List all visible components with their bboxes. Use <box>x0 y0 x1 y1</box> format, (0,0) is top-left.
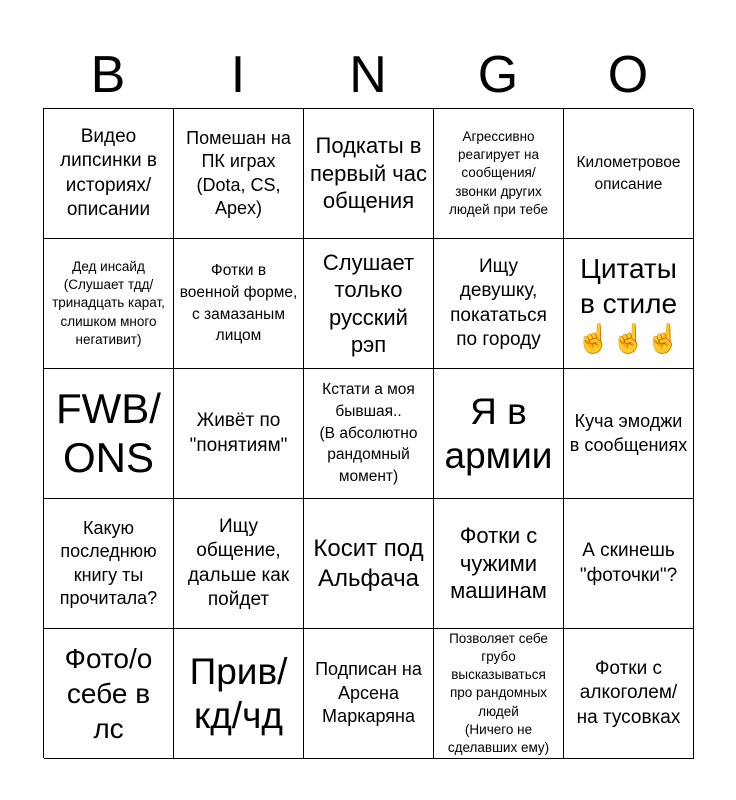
bingo-cell[interactable]: Прив/ кд/чд <box>174 629 304 759</box>
bingo-cell[interactable]: Ищу девушку, покататься по городу <box>434 239 564 369</box>
bingo-cell[interactable]: Живёт по "понятиям" <box>174 369 304 499</box>
header-letter-b: B <box>90 46 126 104</box>
bingo-cell[interactable]: Фотки в военной форме, с замазаным лицом <box>174 239 304 369</box>
bingo-cell[interactable]: Видео липсинки в историях/ описании <box>44 109 174 239</box>
bingo-cell[interactable]: Километровое описание <box>564 109 694 239</box>
bingo-cell[interactable]: Подписан на Арсена Маркаряна <box>304 629 434 759</box>
bingo-cell[interactable]: Подкаты в первый час общения <box>304 109 434 239</box>
bingo-cell[interactable]: Цитаты в стиле ☝️☝️☝️ <box>564 239 694 369</box>
bingo-cell[interactable]: Позволяет себе грубо высказываться про рандомных людей (Ничего не сделавших ему) <box>434 629 564 759</box>
bingo-cell[interactable]: Ищу общение, дальше как пойдет <box>174 499 304 629</box>
bingo-cell[interactable]: А скинешь "фоточки"? <box>564 499 694 629</box>
header-letter-g: G <box>477 46 519 104</box>
bingo-cell[interactable]: Фото/о себе в лс <box>44 629 174 759</box>
bingo-cell[interactable]: Фотки с алкоголем/ на тусовках <box>564 629 694 759</box>
bingo-cell[interactable]: Помешан на ПК играх (Dota, CS, Apex) <box>174 109 304 239</box>
bingo-cell[interactable]: Косит под Альфача <box>304 499 434 629</box>
bingo-board <box>43 108 693 758</box>
bingo-cell[interactable]: Дед инсайд (Слушает тдд/ тринадцать карат, слишком много негативит) <box>44 239 174 369</box>
bingo-cell[interactable]: Слушает только русский рэп <box>304 239 434 369</box>
bingo-cell[interactable]: Агрессивно реагирует на сообщения/ звонки других людей при тебе <box>434 109 564 239</box>
header-letter-o: O <box>607 46 649 104</box>
header-letter-i: I <box>230 46 246 104</box>
bingo-cell[interactable]: Куча эмоджи в сообщениях <box>564 369 694 499</box>
bingo-cell[interactable]: FWB/ ONS <box>44 369 174 499</box>
bingo-cell[interactable]: Я в армии <box>434 369 564 499</box>
bingo-cell[interactable]: Кстати а моя бывшая.. (В абсолютно рандомный момент) <box>304 369 434 499</box>
bingo-header <box>43 40 693 110</box>
bingo-cell[interactable]: Фотки с чужими машинам <box>434 499 564 629</box>
bingo-cell[interactable]: Какую последнюю книгу ты прочитала? <box>44 499 174 629</box>
header-letter-n: N <box>349 46 387 104</box>
